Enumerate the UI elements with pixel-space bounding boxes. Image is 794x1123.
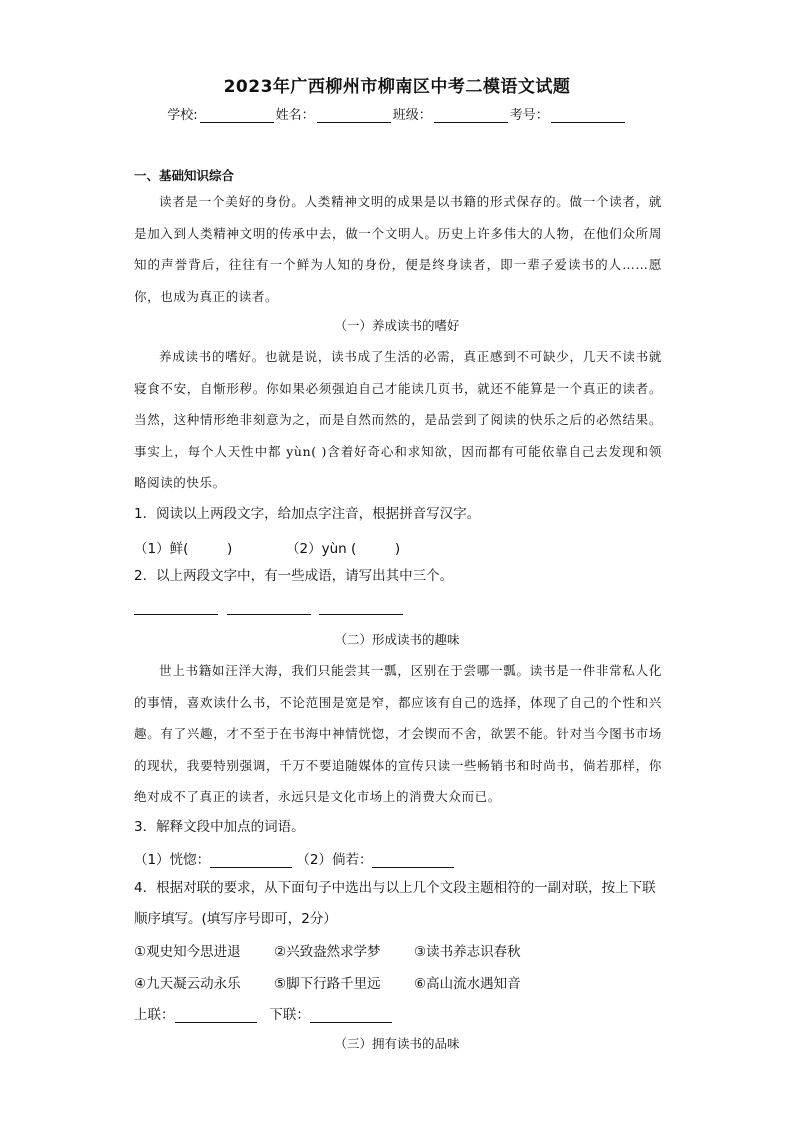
couplet-option: ①观史知今思进退: [134, 944, 241, 960]
question-1-answers: [134, 537, 400, 557]
q1-part-2[interactable]: （2）yùn ( ): [286, 541, 401, 557]
q3-blank-2[interactable]: [372, 853, 454, 868]
couplet-option: ③读书养志识春秋: [414, 944, 521, 960]
subsection-3-title: （三）拥有读书的品味: [334, 1036, 460, 1051]
question-1: 1．阅读以上两段文字，给加点字注音，根据拼音写汉字。: [134, 506, 481, 522]
school-label: 学校:: [167, 108, 198, 123]
upper-couplet-label: 上联：: [134, 1007, 175, 1023]
couplet-option: ②兴致盎然求学梦: [274, 944, 381, 960]
id-label: 考号：: [509, 108, 549, 123]
lower-couplet-blank[interactable]: [310, 1008, 392, 1023]
q3-blank-1[interactable]: [210, 853, 292, 868]
couplet-option: ④九天凝云动永乐: [134, 976, 241, 992]
school-blank[interactable]: [200, 109, 274, 123]
idiom-blank-3[interactable]: [319, 600, 403, 615]
question-2: 2．以上两段文字中，有一些成语，请写出其中三个。: [134, 568, 454, 584]
upper-couplet-blank[interactable]: [175, 1008, 257, 1023]
question-3: 3．解释文段中加点的词语。: [134, 819, 305, 835]
q3-part-2-label: （2）倘若：: [296, 852, 373, 868]
couplet-option: ⑤脚下行路千里远: [274, 976, 381, 992]
id-blank[interactable]: [551, 109, 625, 123]
subsection-2-title: （二）形成读书的趣味: [334, 632, 460, 647]
section-heading: 一、基础知识综合: [134, 168, 235, 183]
couplet-options-row-1: [134, 940, 521, 960]
couplet-answer-row: [134, 1003, 392, 1023]
idiom-blank-2[interactable]: [227, 600, 311, 615]
subsection-1-title: （一）养成读书的嗜好: [334, 318, 460, 333]
student-info-line: [0, 104, 794, 123]
exam-title: 2023年广西柳州市柳南区中考二模语文试题: [223, 77, 571, 97]
paragraph-2: 世上书籍如汪洋大海，我们只能尝其一瓢，区别在于尝哪一瓢。读书是一件非常私人化的事情，喜欢读什么书，不论范围是宽是窄，都应该有自己的选择，体现了自己的个性和兴趣。有了兴趣，才不至于在书海中神情恍惚，才会锲而不舍，欲罢不能。针对当今图书市场的现状，我要特别强调，千万不要追随媒体的宣传只读一些畅销书和时尚书，倘若那样，你绝对成不了真正的读者，永远只是文化市场上的消费大众而已。: [134, 663, 662, 805]
name-label: 姓名：: [275, 108, 315, 123]
class-blank[interactable]: [434, 109, 508, 123]
idiom-blank-1[interactable]: [134, 600, 218, 615]
paragraph-1: 养成读书的嗜好。也就是说，读书成了生活的必需，真正感到不可缺少，几天不读书就寝食不安，自惭形秽。你如果必须强迫自己才能读几页书，就还不能算是一个真正的读者。当然，这种情形绝非刻意为之，而是自然而然的，是品尝到了阅读的快乐之后的必然结果。事实上，每个人天性中都 yùn( )含着好奇心和求知欲，因而都有可能依靠自己去发现和领略阅读的快乐。: [134, 349, 662, 491]
couplet-options-row-2: [134, 972, 521, 992]
q1-part-1[interactable]: （1）鲜( ): [134, 541, 233, 557]
q3-part-1-label: （1）恍惚：: [134, 852, 211, 868]
lower-couplet-label: 下联：: [269, 1007, 310, 1023]
question-4: 4．根据对联的要求，从下面句子中选出与以上几个文段主题相符的一副对联，按上下联顺序填写。(填写序号即可，2分）: [134, 880, 656, 927]
question-2-blanks: [134, 599, 403, 615]
question-3-answers: [134, 848, 454, 868]
couplet-option: ⑥高山流水遇知音: [414, 976, 521, 992]
class-label: 班级：: [392, 108, 432, 123]
intro-paragraph: 读者是一个美好的身份。人类精神文明的成果是以书籍的形式保存的。做一个读者，就是加入到人类精神文明的传承中去，做一个文明人。历史上许多伟大的人物，在他们众所周知的声誉背后，往往有一个鲜为人知的身份，便是终身读者，即一辈子爱读书的人……愿你，也成为真正的读者。: [134, 194, 662, 304]
name-blank[interactable]: [317, 109, 391, 123]
